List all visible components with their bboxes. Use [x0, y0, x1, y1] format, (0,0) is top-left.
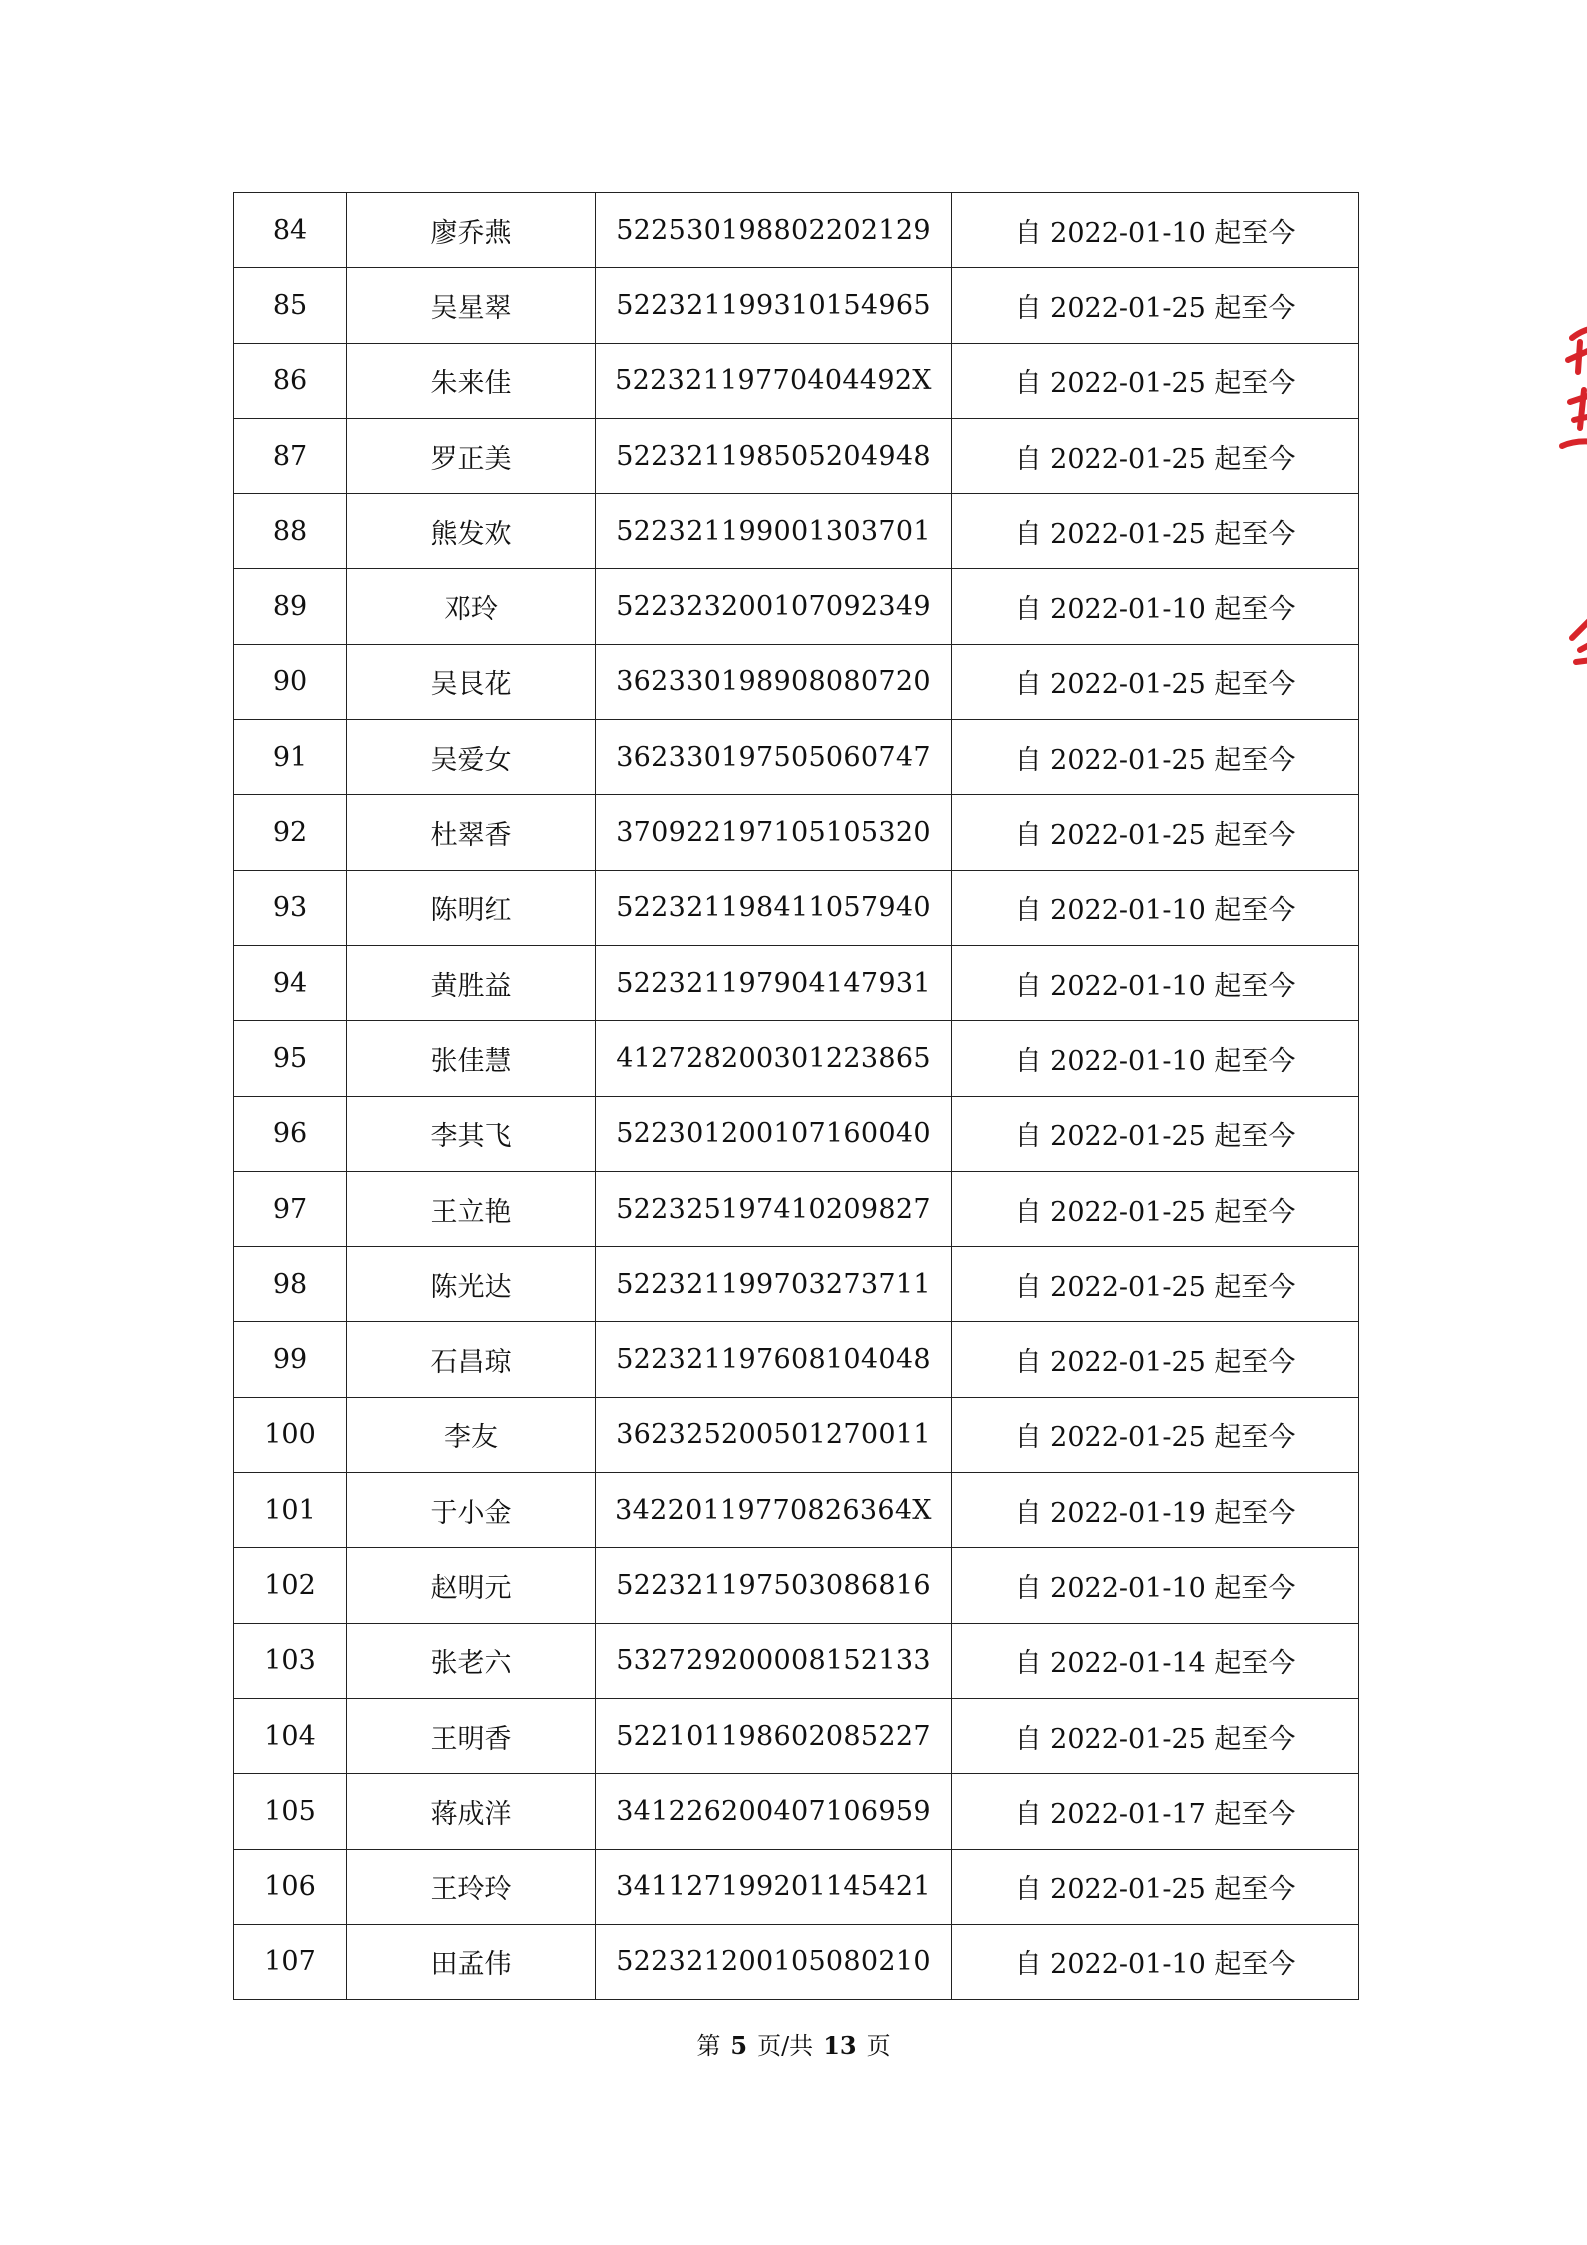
id-number: 522530198802202129: [596, 193, 952, 268]
row-number: 87: [234, 418, 347, 493]
period-text: 自 2022-01-10 起至今: [952, 569, 1359, 644]
person-name: 王明香: [347, 1698, 596, 1773]
period-text: 自 2022-01-25 起至今: [952, 644, 1359, 719]
person-name: 张佳慧: [347, 1021, 596, 1096]
row-number: 105: [234, 1774, 347, 1849]
person-name: 熊发欢: [347, 494, 596, 569]
person-name: 王立艳: [347, 1171, 596, 1246]
row-number: 90: [234, 644, 347, 719]
person-name: 邓玲: [347, 569, 596, 644]
person-name: 陈明红: [347, 870, 596, 945]
table-row: [234, 1096, 1359, 1171]
period-text: 自 2022-01-19 起至今: [952, 1473, 1359, 1548]
id-number: 341226200407106959: [596, 1774, 952, 1849]
period-text: 自 2022-01-25 起至今: [952, 1096, 1359, 1171]
person-name: 田孟伟: [347, 1924, 596, 1999]
row-number: 89: [234, 569, 347, 644]
period-text: 自 2022-01-10 起至今: [952, 945, 1359, 1020]
row-number: 95: [234, 1021, 347, 1096]
person-name: 黄胜益: [347, 945, 596, 1020]
table-row: [234, 343, 1359, 418]
row-number: 93: [234, 870, 347, 945]
period-text: 自 2022-01-25 起至今: [952, 418, 1359, 493]
table-row: [234, 945, 1359, 1020]
row-number: 92: [234, 795, 347, 870]
table-row: [234, 644, 1359, 719]
table-row: [234, 1247, 1359, 1322]
table-row: [234, 1774, 1359, 1849]
row-number: 96: [234, 1096, 347, 1171]
row-number: 103: [234, 1623, 347, 1698]
row-number: 98: [234, 1247, 347, 1322]
row-number: 97: [234, 1171, 347, 1246]
id-number: 362325200501270011: [596, 1397, 952, 1472]
row-number: 86: [234, 343, 347, 418]
row-number: 99: [234, 1322, 347, 1397]
period-text: 自 2022-01-25 起至今: [952, 1698, 1359, 1773]
period-text: 自 2022-01-25 起至今: [952, 1397, 1359, 1472]
row-number: 101: [234, 1473, 347, 1548]
id-number: 522321199703273711: [596, 1247, 952, 1322]
table-row: [234, 795, 1359, 870]
footer-middle: 页/共: [757, 2032, 814, 2060]
row-number: 94: [234, 945, 347, 1020]
period-text: 自 2022-01-25 起至今: [952, 343, 1359, 418]
red-seal-stamp-fragment: [1550, 320, 1587, 680]
id-number: 52232119770404492X: [596, 343, 952, 418]
id-number: 522321198411057940: [596, 870, 952, 945]
table-row: [234, 1924, 1359, 1999]
table-row: [234, 1397, 1359, 1472]
id-number: 362330198908080720: [596, 644, 952, 719]
table-row: [234, 268, 1359, 343]
id-number: 532729200008152133: [596, 1623, 952, 1698]
id-number: 522321199001303701: [596, 494, 952, 569]
row-number: 85: [234, 268, 347, 343]
period-text: 自 2022-01-25 起至今: [952, 268, 1359, 343]
period-text: 自 2022-01-10 起至今: [952, 1924, 1359, 1999]
person-name: 赵明元: [347, 1548, 596, 1623]
id-number: 522301200107160040: [596, 1096, 952, 1171]
row-number: 107: [234, 1924, 347, 1999]
id-number: 362330197505060747: [596, 720, 952, 795]
table-row: [234, 1171, 1359, 1246]
id-number: 522323200107092349: [596, 569, 952, 644]
id-number: 522321199310154965: [596, 268, 952, 343]
row-number: 88: [234, 494, 347, 569]
row-number: 100: [234, 1397, 347, 1472]
table-row: [234, 193, 1359, 268]
period-text: 自 2022-01-10 起至今: [952, 193, 1359, 268]
id-number: 522321198505204948: [596, 418, 952, 493]
person-name: 蒋成洋: [347, 1774, 596, 1849]
person-name: 李其飞: [347, 1096, 596, 1171]
table-row: [234, 1473, 1359, 1548]
table-row: [234, 1548, 1359, 1623]
row-number: 84: [234, 193, 347, 268]
period-text: 自 2022-01-25 起至今: [952, 720, 1359, 795]
person-name: 李友: [347, 1397, 596, 1472]
period-text: 自 2022-01-25 起至今: [952, 1322, 1359, 1397]
person-name: 张老六: [347, 1623, 596, 1698]
current-page-number: 5: [730, 2031, 748, 2060]
table-row: [234, 1849, 1359, 1924]
id-number: 370922197105105320: [596, 795, 952, 870]
roster-table: [233, 192, 1359, 2000]
table-row: [234, 1021, 1359, 1096]
footer-prefix: 第: [696, 2032, 721, 2060]
id-number: 522325197410209827: [596, 1171, 952, 1246]
person-name: 吴星翠: [347, 268, 596, 343]
table-row: [234, 1698, 1359, 1773]
id-number: 341127199201145421: [596, 1849, 952, 1924]
row-number: 104: [234, 1698, 347, 1773]
person-name: 石昌琼: [347, 1322, 596, 1397]
period-text: 自 2022-01-17 起至今: [952, 1774, 1359, 1849]
person-name: 罗正美: [347, 418, 596, 493]
person-name: 陈光达: [347, 1247, 596, 1322]
period-text: 自 2022-01-25 起至今: [952, 494, 1359, 569]
id-number: 522321200105080210: [596, 1924, 952, 1999]
id-number: 34220119770826364X: [596, 1473, 952, 1548]
id-number: 522321197608104048: [596, 1322, 952, 1397]
person-name: 吴爱女: [347, 720, 596, 795]
period-text: 自 2022-01-25 起至今: [952, 795, 1359, 870]
table-row: [234, 870, 1359, 945]
table-row: [234, 1322, 1359, 1397]
table-row: [234, 569, 1359, 644]
table-row: [234, 720, 1359, 795]
total-page-count: 13: [823, 2031, 857, 2060]
period-text: 自 2022-01-25 起至今: [952, 1247, 1359, 1322]
person-name: 朱来佳: [347, 343, 596, 418]
person-name: 王玲玲: [347, 1849, 596, 1924]
row-number: 102: [234, 1548, 347, 1623]
period-text: 自 2022-01-10 起至今: [952, 870, 1359, 945]
period-text: 自 2022-01-25 起至今: [952, 1849, 1359, 1924]
roster-body: [234, 193, 1359, 2000]
footer-suffix: 页: [866, 2032, 891, 2060]
id-number: 522321197503086816: [596, 1548, 952, 1623]
person-name: 于小金: [347, 1473, 596, 1548]
page-footer: [0, 2026, 1587, 2061]
period-text: 自 2022-01-10 起至今: [952, 1548, 1359, 1623]
period-text: 自 2022-01-25 起至今: [952, 1171, 1359, 1246]
table-row: [234, 494, 1359, 569]
id-number: 522101198602085227: [596, 1698, 952, 1773]
person-name: 杜翠香: [347, 795, 596, 870]
id-number: 412728200301223865: [596, 1021, 952, 1096]
person-name: 吴艮花: [347, 644, 596, 719]
row-number: 91: [234, 720, 347, 795]
id-number: 522321197904147931: [596, 945, 952, 1020]
row-number: 106: [234, 1849, 347, 1924]
period-text: 自 2022-01-10 起至今: [952, 1021, 1359, 1096]
table-row: [234, 418, 1359, 493]
period-text: 自 2022-01-14 起至今: [952, 1623, 1359, 1698]
table-row: [234, 1623, 1359, 1698]
person-name: 廖乔燕: [347, 193, 596, 268]
